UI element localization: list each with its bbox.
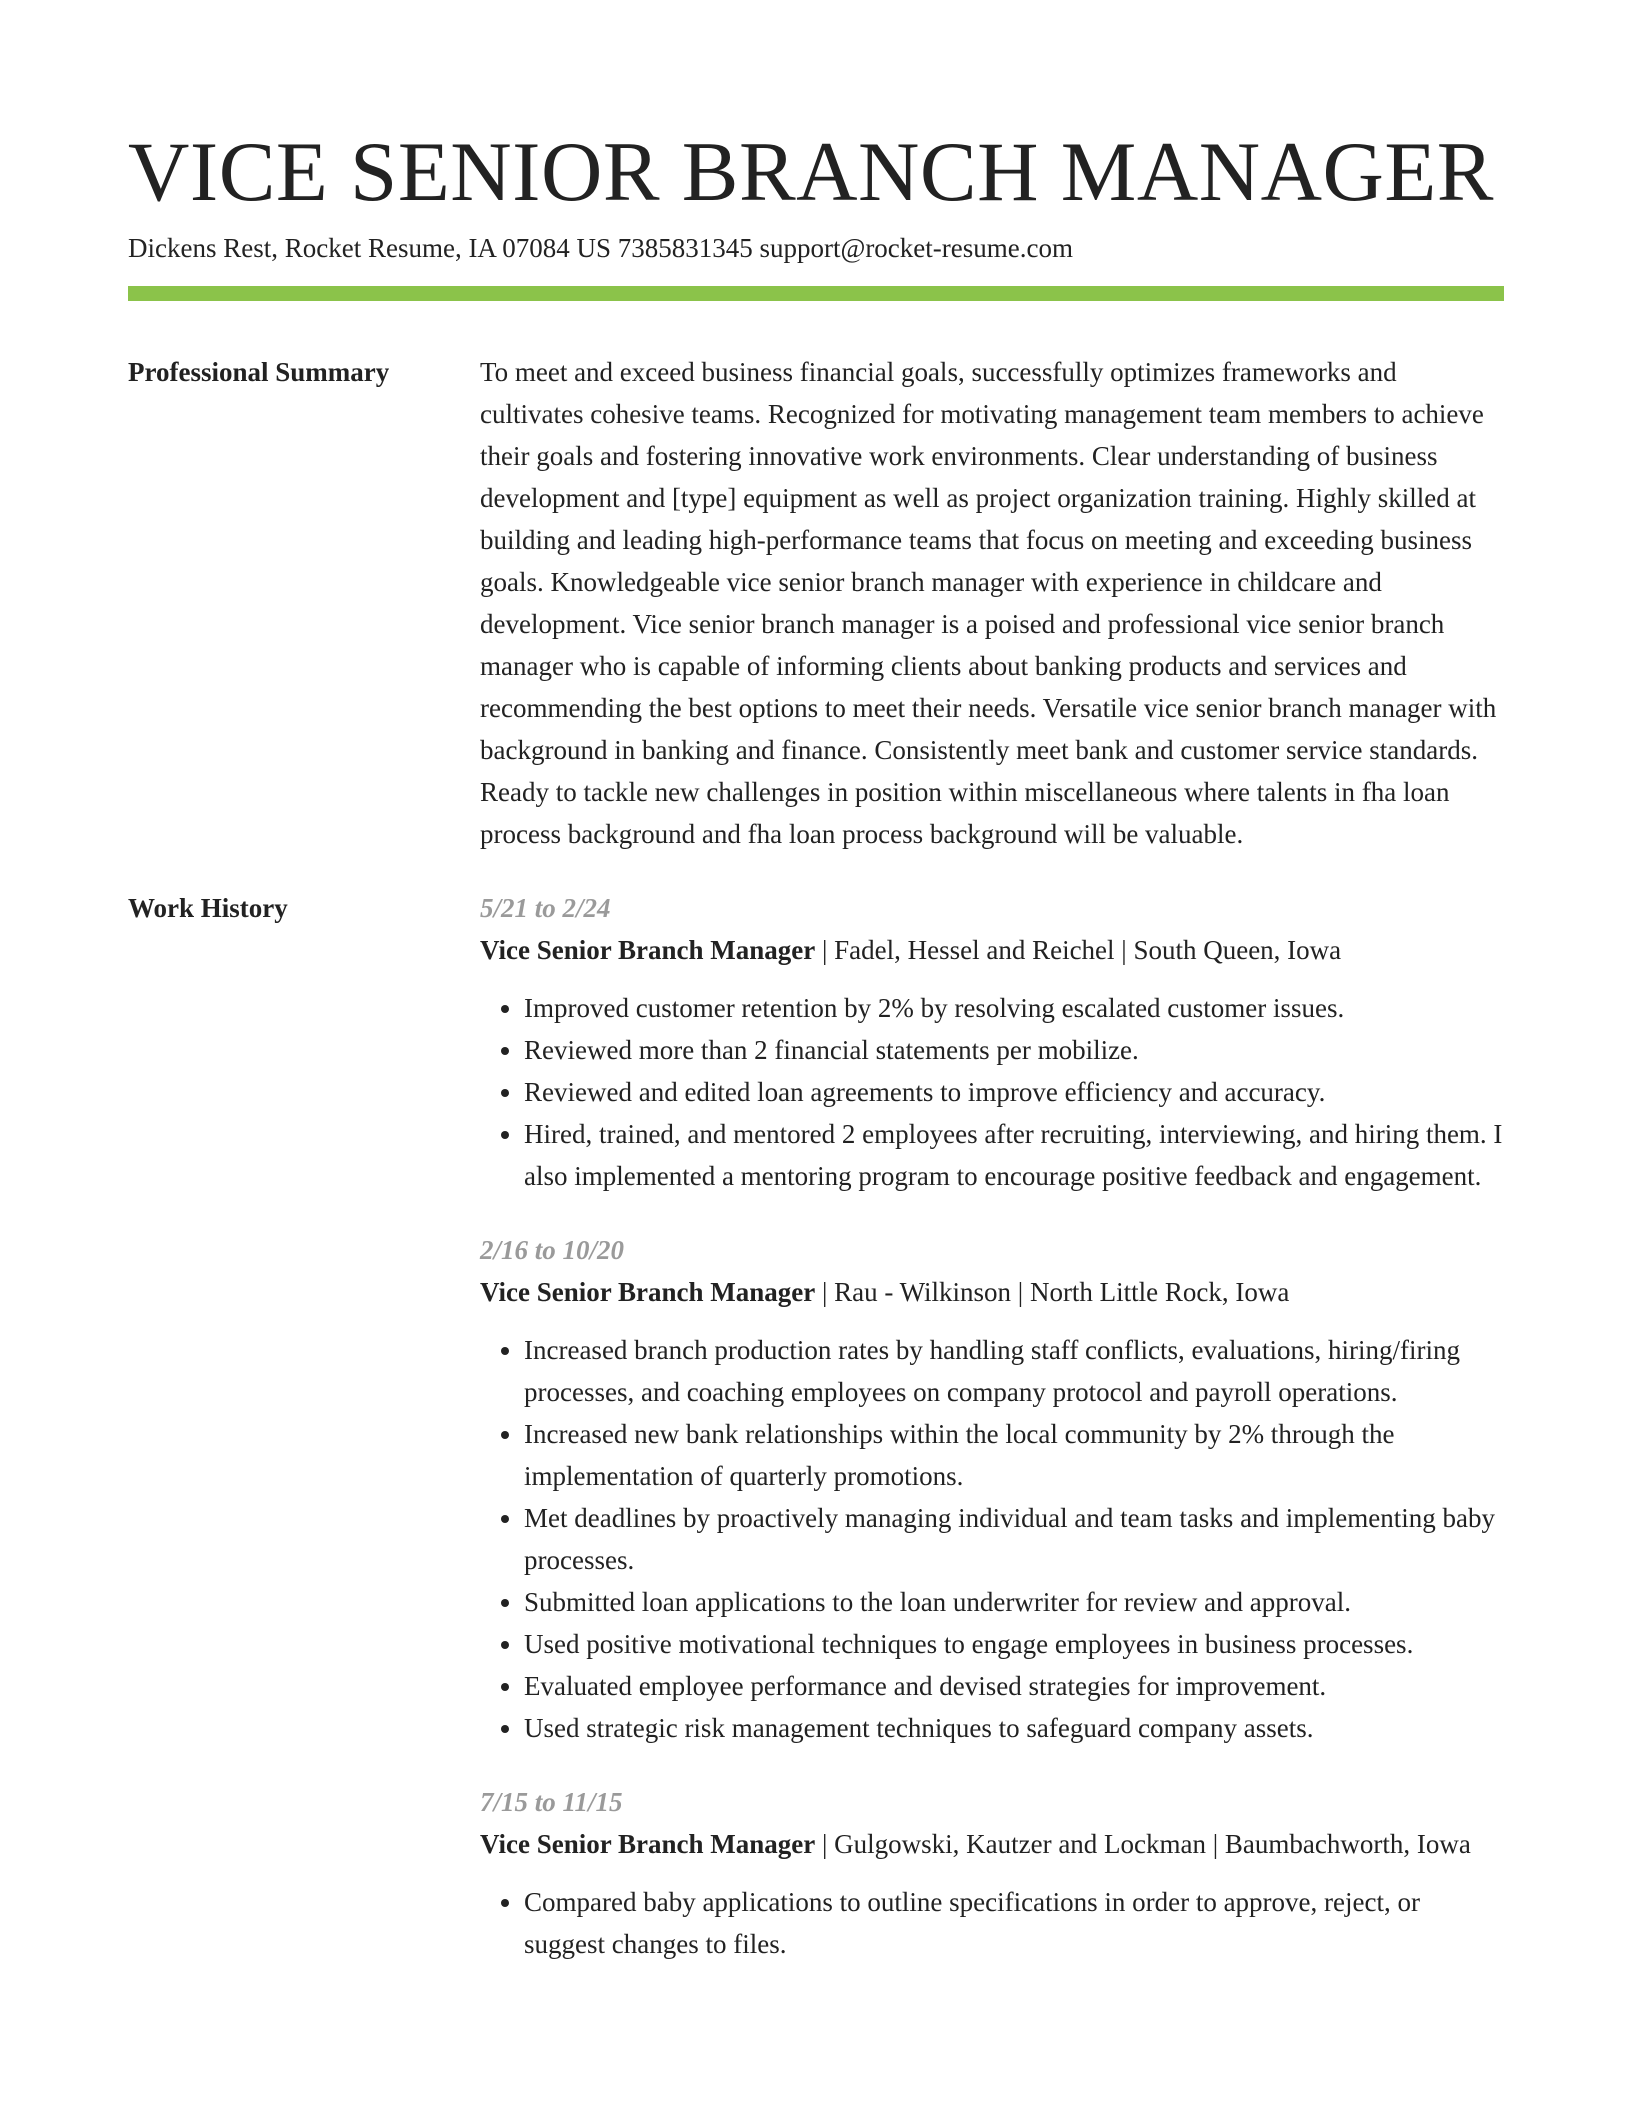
job-title: Vice Senior Branch Manager xyxy=(480,935,816,965)
summary-text: To meet and exceed business financial goals, successfully optimizes frameworks and cultivates cohesive teams. Recognized for motivating management team members to achieve their goals and fostering innovative work environments. Clear understanding of business development and [type] equipment as well as project organization training. Highly skilled at building and leading high-performance teams that focus on meeting and exceeding business goals. Knowledgeable vice senior branch manager with experience in childcare and development. Vice senior branch manager is a poised and professional vice senior branch manager who is capable of informing clients about banking products and services and recommending the best options to meet their needs. Versatile vice senior branch manager with background in banking and finance. Consistently meet bank and customer service standards. Ready to tackle new challenges in position within miscellaneous where talents in fha loan process background and fha loan process background will be valuable. xyxy=(480,357,1497,849)
job-dates: 2/16 to 10/20 xyxy=(480,1235,625,1265)
job-entry xyxy=(480,1781,1504,1965)
list-item: • Improved customer retention by 2% by resolving escalated customer issues. xyxy=(524,987,1504,1029)
list-item: • Increased new bank relationships within the local community by 2% through the implementation of quarterly promotions. xyxy=(524,1413,1504,1497)
section-heading: Work History xyxy=(128,893,288,923)
job-bullets xyxy=(480,1881,1504,1965)
list-item: • Reviewed and edited loan agreements to improve efficiency and accuracy. xyxy=(524,1071,1504,1113)
job-heading xyxy=(480,929,1504,971)
list-item: • Used strategic risk management techniques to safeguard company assets. xyxy=(524,1707,1504,1749)
list-item: • Submitted loan applications to the loan underwriter for review and approval. xyxy=(524,1581,1504,1623)
contact-line: Dickens Rest, Rocket Resume, IA 07084 US 7385831345 support@rocket-resume.com xyxy=(128,233,1073,263)
header-divider xyxy=(128,286,1504,301)
section-heading: Professional Summary xyxy=(128,357,390,387)
job-details: | Fadel, Hessel and Reichel | South Queen, Iowa xyxy=(815,935,1342,965)
work-history-list xyxy=(480,887,1504,1965)
list-item: • Met deadlines by proactively managing individual and team tasks and implementing baby processes. xyxy=(524,1497,1504,1581)
list-item: • Reviewed more than 2 financial statements per mobilize. xyxy=(524,1029,1504,1071)
job-details: | Gulgowski, Kautzer and Lockman | Baumbachworth, Iowa xyxy=(815,1829,1471,1859)
resume-page xyxy=(128,0,1504,1965)
list-item: • Increased branch production rates by handling staff conflicts, evaluations, hiring/firing processes, and coaching employees on company protocol and payroll operations. xyxy=(524,1329,1504,1413)
list-item: • Hired, trained, and mentored 2 employees after recruiting, interviewing, and hiring them. I also implemented a mentoring program to encourage positive feedback and engagement. xyxy=(524,1113,1504,1197)
job-bullets xyxy=(480,987,1504,1197)
professional-summary-section xyxy=(128,351,1504,855)
job-dates: 7/15 to 11/15 xyxy=(480,1787,623,1817)
list-item: • Evaluated employee performance and devised strategies for improvement. xyxy=(524,1665,1504,1707)
job-entry xyxy=(480,887,1504,1197)
job-title: Vice Senior Branch Manager xyxy=(480,1277,816,1307)
job-entry xyxy=(480,1229,1504,1749)
work-history-section xyxy=(128,887,1504,1965)
list-item: • Compared baby applications to outline specifications in order to approve, reject, or suggest changes to files. xyxy=(524,1881,1504,1965)
job-details: | Rau - Wilkinson | North Little Rock, Iowa xyxy=(815,1277,1290,1307)
job-heading xyxy=(480,1823,1504,1865)
candidate-name: VICE SENIOR BRANCH MANAGER xyxy=(128,125,1494,219)
job-bullets xyxy=(480,1329,1504,1749)
job-dates: 5/21 to 2/24 xyxy=(480,893,611,923)
list-item: • Used positive motivational techniques to engage employees in business processes. xyxy=(524,1623,1504,1665)
job-heading xyxy=(480,1271,1504,1313)
job-title: Vice Senior Branch Manager xyxy=(480,1829,816,1859)
